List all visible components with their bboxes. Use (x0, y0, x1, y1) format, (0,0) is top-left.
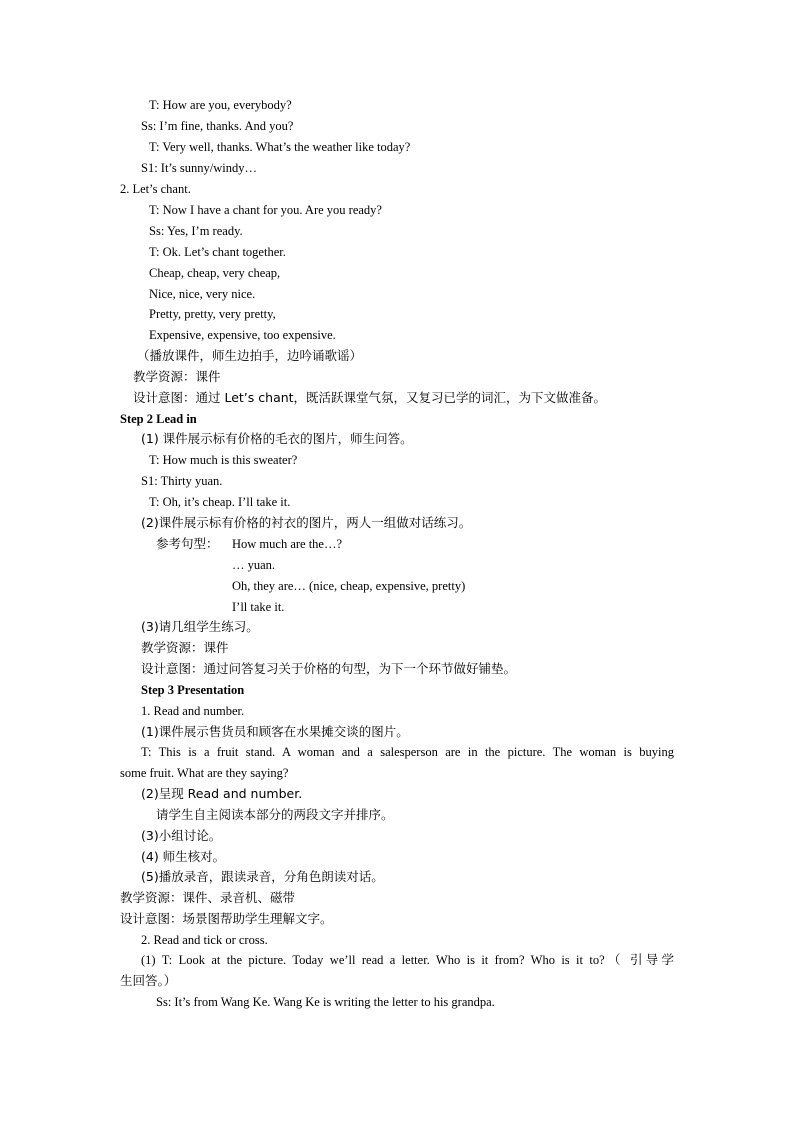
design-intent: 设计意图：通过 Let’s chant，既活跃课堂气氛，又复习已学的词汇，为下文做准备。 (133, 390, 607, 405)
dialogue-line: Ss: It’s from Wang Ke. Wang Ke is writing the letter to his grandpa. (156, 995, 495, 1009)
dialogue-line: S1: It’s sunny/windy… (141, 161, 257, 175)
section-heading: 2. Read and tick or cross. (141, 933, 268, 947)
dialogue-line: T: Oh, it’s cheap. I’ll take it. (149, 495, 291, 509)
paragraph-line: T: This is a fruit stand. A woman and a salesperson are in the picture. The woman is buying (141, 745, 674, 759)
reference-pattern: … yuan. (232, 558, 276, 572)
step-heading: Step 3 Presentation (141, 683, 245, 697)
dialogue-line: S1: Thirty yuan. (141, 474, 223, 488)
paragraph-line: 生回答。） (120, 973, 177, 988)
paragraph-line: (1) T: Look at the picture. Today we’ll read a letter. Who is it from? Who is it to?（ 引导学 (141, 953, 674, 967)
chant-line: Expensive, expensive, too expensive. (149, 328, 336, 342)
activity-line: (3)小组讨论。 (141, 828, 222, 843)
dialogue-line: T: How much is this sweater? (149, 453, 298, 467)
design-intent: 设计意图：场景图帮助学生理解文字。 (120, 911, 333, 926)
activity-line: (1) 课件展示标有价格的毛衣的图片，师生问答。 (141, 431, 413, 446)
dialogue-line: T: How are you, everybody? (149, 98, 292, 112)
reference-pattern: I’ll take it. (232, 600, 285, 614)
section-heading: 1. Read and number. (141, 704, 245, 718)
dialogue-line: T: Ok. Let’s chant together. (149, 245, 286, 259)
step-heading: Step 2 Lead in (120, 412, 197, 426)
dialogue-line: Ss: Yes, I’m ready. (149, 224, 243, 238)
design-intent: 设计意图：通过问答复习关于价格的句型，为下一个环节做好铺垫。 (141, 661, 517, 676)
chant-line: Cheap, cheap, very cheap, (149, 266, 281, 280)
teaching-resource: 教学资源：课件 (141, 640, 229, 655)
section-heading: 2. Let’s chant. (120, 182, 191, 196)
dialogue-line: T: Very well, thanks. What’s the weather like today? (149, 140, 411, 154)
chant-line: Pretty, pretty, very pretty, (149, 307, 276, 321)
reference-pattern: How much are the…? (232, 537, 343, 551)
activity-line: (3)请几组学生练习。 (141, 619, 259, 634)
instruction-note: （播放课件，师生边拍手，边吟诵歌谣） (137, 348, 363, 363)
dialogue-line: Ss: I’m fine, thanks. And you? (141, 119, 294, 133)
paragraph-line: some fruit. What are they saying? (120, 766, 289, 780)
chant-line: Nice, nice, very nice. (149, 287, 256, 301)
reference-pattern-label: 参考句型： (156, 536, 219, 551)
activity-line: (2)呈现 Read and number. (141, 786, 303, 801)
instruction-note: 请学生自主阅读本部分的两段文字并排序。 (156, 807, 394, 822)
activity-line: (5)播放录音，跟读录音，分角色朗读对话。 (141, 869, 384, 884)
activity-line: (4) 师生核对。 (141, 849, 226, 864)
teaching-resource: 教学资源：课件 (133, 369, 221, 384)
dialogue-line: T: Now I have a chant for you. Are you ready? (149, 203, 382, 217)
activity-line: (2)课件展示标有价格的衬衣的图片，两人一组做对话练习。 (141, 515, 472, 530)
teaching-resource: 教学资源：课件、录音机、磁带 (120, 890, 296, 905)
activity-line: (1)课件展示售货员和顾客在水果摊交谈的图片。 (141, 724, 409, 739)
reference-pattern: Oh, they are… (nice, cheap, expensive, pretty) (232, 579, 466, 593)
